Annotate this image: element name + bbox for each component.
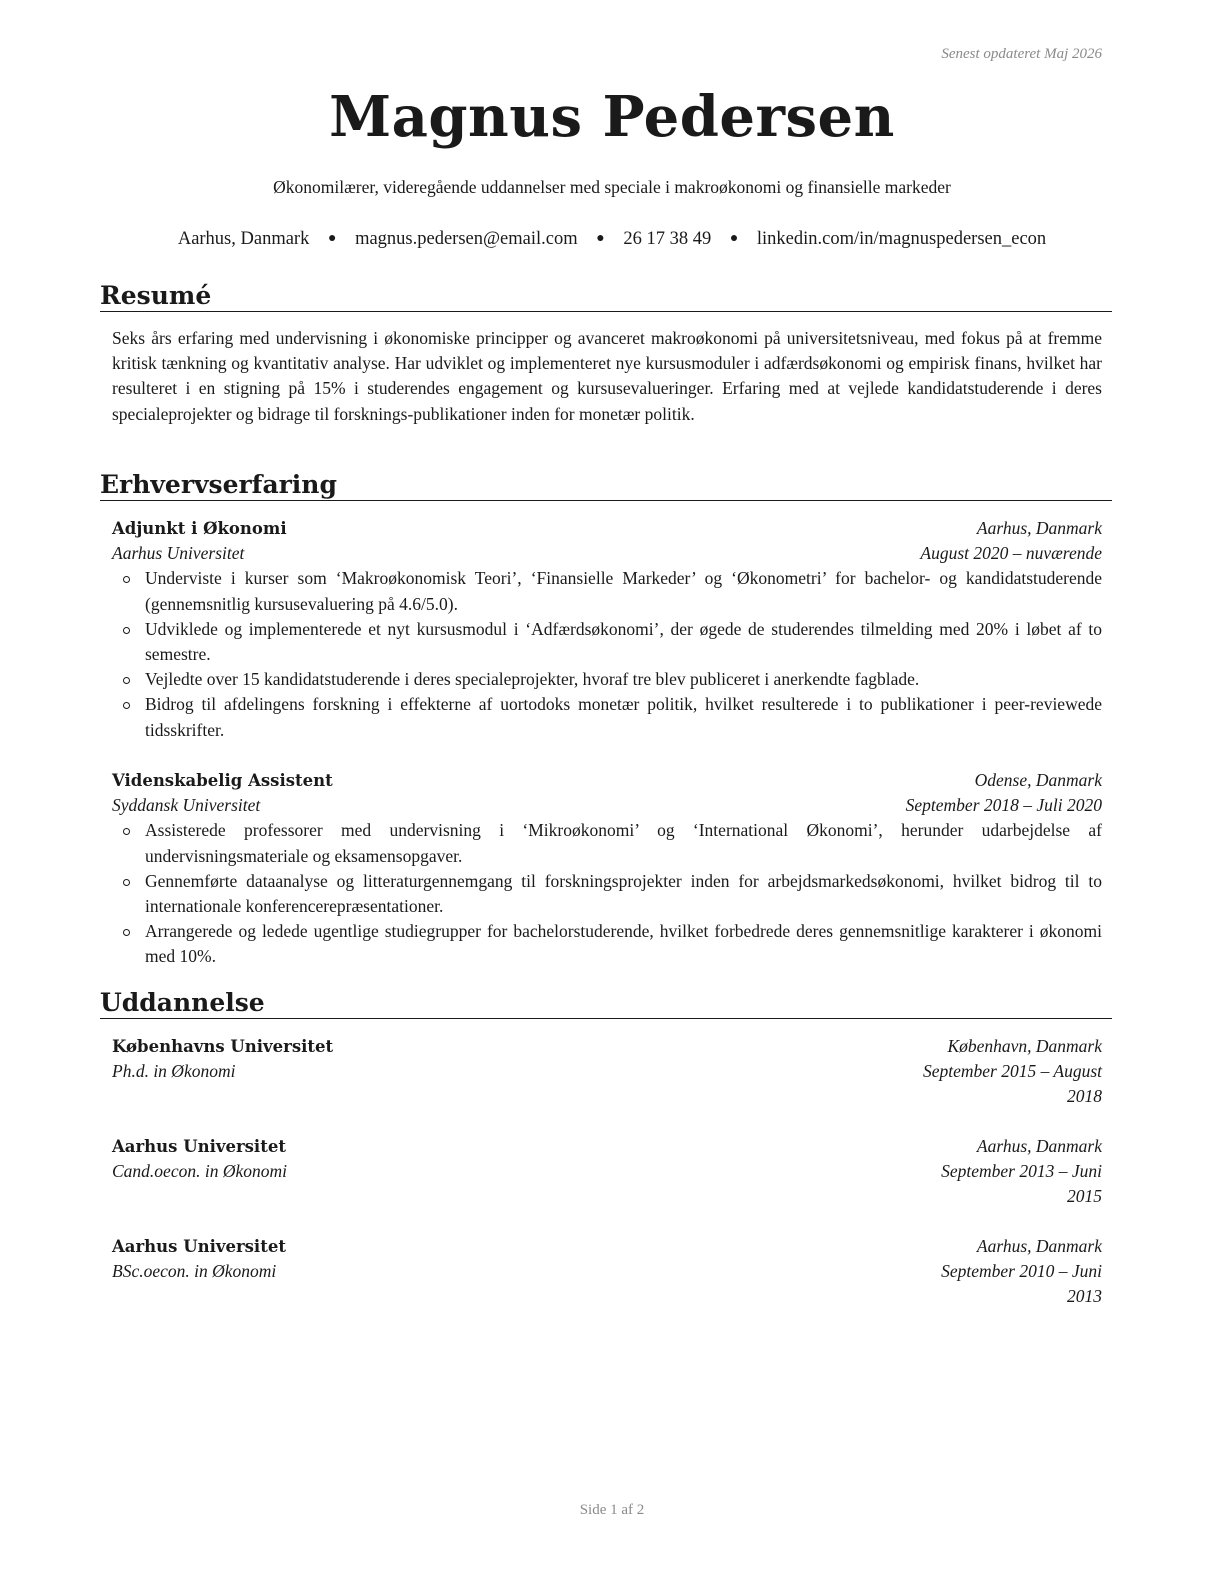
education-location: Aarhus, Danmark <box>976 1136 1102 1156</box>
candidate-name: Magnus Pedersen <box>329 84 895 150</box>
job-bullet: Arrangerede og ledede ugentlige studiegrupper for bachelorstuderende, hvilket forbedrede deres gennemsnitlige karakterer i økonomi med 10%. <box>112 919 1102 969</box>
section-title-education: Uddannelse <box>100 988 1112 1019</box>
education-dates-year: 2018 <box>1067 1086 1102 1107</box>
contact-email[interactable]: magnus.pedersen@email.com <box>355 229 578 249</box>
education-dates <box>869 1259 1102 1309</box>
contact-linkedin[interactable]: linkedin.com/in/magnuspedersen_econ <box>756 229 1047 249</box>
job-bullet: Bidrog til afdelingens forskning i effekterne af uortodoks monetær politik, hvilket resulterede i to publikationer i peer-reviewede tidsskrifter. <box>112 692 1102 742</box>
education-school: Aarhus Universitet <box>112 1237 286 1256</box>
job-bullets <box>112 566 1102 742</box>
education-dates-year: 2015 <box>1067 1186 1102 1207</box>
education-location: København, Danmark <box>947 1036 1102 1056</box>
education-entry <box>112 1134 1102 1210</box>
bullet-separator-icon: ● <box>596 231 605 246</box>
education-school: Københavns Universitet <box>112 1037 334 1056</box>
job-entry <box>112 516 1102 743</box>
job-organization: Syddansk Universitet <box>112 795 261 816</box>
job-organization: Aarhus Universitet <box>112 543 245 564</box>
education-degree: Cand.oecon. in Økonomi <box>112 1161 287 1182</box>
education-dates-year: 2013 <box>1067 1286 1102 1307</box>
contact-phone: 26 17 38 49 <box>623 229 712 249</box>
education-dates-line: September 2013 – Juni <box>941 1161 1102 1182</box>
education-entry <box>112 1034 1102 1110</box>
job-bullets <box>112 818 1102 969</box>
last-updated: Senest opdateret Maj 2026 <box>941 46 1102 62</box>
education-dates-line: September 2010 – Juni <box>941 1261 1102 1282</box>
bullet-separator-icon: ● <box>729 231 739 246</box>
education-degree: BSc.oecon. in Økonomi <box>112 1261 277 1282</box>
education-dates-line: September 2015 – August <box>922 1061 1102 1082</box>
education-location: Aarhus, Danmark <box>976 1236 1102 1256</box>
section-title-experience: Erhvervserfaring <box>100 470 1112 501</box>
page-number: Side 1 af 2 <box>579 1502 645 1518</box>
job-role: Videnskabelig Assistent <box>112 771 333 790</box>
job-location: Odense, Danmark <box>974 770 1102 790</box>
job-entry <box>112 768 1102 970</box>
contact-location: Aarhus, Danmark <box>177 229 310 249</box>
tagline: Økonomilærer, videregående uddannelser med speciale i makroøkonomi og finansielle markeder <box>273 177 951 197</box>
job-bullet: Gennemførte dataanalyse og litteraturgennemgang til forskningsprojekter inden for arbejdsmarkedsøkonomi, hvilket bidrog til to internationale konferencerepræsentationer. <box>112 869 1102 919</box>
job-dates: September 2018 – Juli 2020 <box>905 795 1102 816</box>
contact-line <box>0 229 1224 250</box>
job-location: Aarhus, Danmark <box>976 518 1102 538</box>
summary-text: Seks års erfaring med undervisning i økonomiske principper og avanceret makroøkonomi på universitetsniveau, med fokus på at fremme kritisk tænkning og kvantitativ analyse. Har udviklet og implementeret nye kursusmoduler i adfærdsøkonomi og empirisk finans, hvilket har resulteret i en stigning på 15% i studerendes engagement og kursusevalueringer. Erfaring med at vejlede kandidatstuderende i deres specialeprojekter og bidrage til forsknings-publikationer inden for monetær politik. <box>112 328 1102 424</box>
job-role: Adjunkt i Økonomi <box>112 519 287 538</box>
education-dates <box>869 1059 1102 1109</box>
job-dates: August 2020 – nuværende <box>920 543 1102 564</box>
education-school: Aarhus Universitet <box>112 1137 286 1156</box>
section-title-summary: Resumé <box>100 281 1112 312</box>
education-entry <box>112 1234 1102 1310</box>
job-bullet: Underviste i kurser som ‘Makroøkonomisk Teori’, ‘Finansielle Markeder’ og ‘Økonometri’ for bachelor- og kandidatstuderende (gennemsnitlig kursusevaluering på 4.6/5.0). <box>112 566 1102 616</box>
education-degree: Ph.d. in Økonomi <box>112 1061 236 1082</box>
job-bullet: Vejledte over 15 kandidatstuderende i deres specialeprojekter, hvoraf tre blev publiceret i anerkendte fagblade. <box>112 667 1102 692</box>
job-bullet: Udviklede og implementerede et nyt kursusmodul i ‘Adfærdsøkonomi’, der øgede de studerendes tilmelding med 20% i løbet af to semestre. <box>112 617 1102 667</box>
job-bullet: Assisterede professorer med undervisning i ‘Mikroøkonomi’ og ‘International Økonomi’, herunder udarbejdelse af undervisningsmateriale og eksamensopgaver. <box>112 818 1102 868</box>
education-dates <box>869 1159 1102 1209</box>
bullet-separator-icon: ● <box>327 231 337 246</box>
